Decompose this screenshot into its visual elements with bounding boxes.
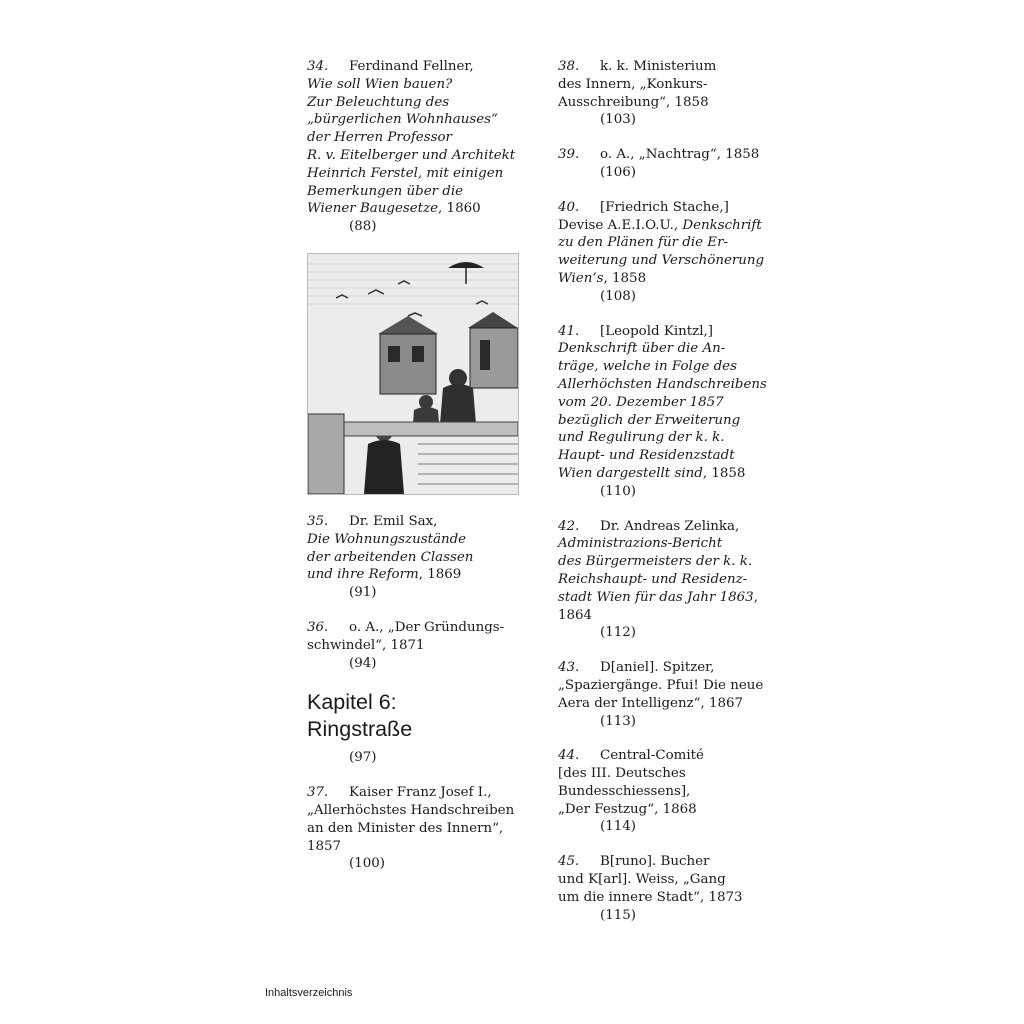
toc-entry-34 bbox=[307, 58, 557, 236]
chapter-heading bbox=[307, 689, 557, 743]
entry-text: und K[arl]. Weiss, „Gang bbox=[558, 872, 726, 888]
entry-title-line: Zur Beleuchtung des bbox=[307, 94, 450, 110]
entry-text: „Allerhöchstes Handschreiben bbox=[307, 802, 515, 818]
engraving-illustration bbox=[307, 253, 519, 495]
entry-page-number: (94) bbox=[349, 655, 377, 671]
entry-title-line: und Regulirung der k. k. bbox=[558, 430, 725, 446]
entry-title-line: Denkschrift bbox=[682, 217, 762, 233]
entry-text: k. k. Ministerium bbox=[600, 59, 717, 74]
entry-number: 43. bbox=[558, 660, 580, 676]
entry-page-number: (88) bbox=[349, 219, 377, 235]
entry-title-line: Allerhöchsten Handschreibens bbox=[558, 376, 767, 392]
entry-title-line: und ihre Reform bbox=[307, 567, 419, 583]
entry-title-line: Wie soll Wien bauen? bbox=[307, 76, 453, 92]
entry-author: [Leopold Kintzl,] bbox=[600, 323, 713, 339]
entry-text: um die innere Stadt“, 1873 bbox=[558, 889, 743, 905]
entry-title-line: des Bürgermeisters der k. k. bbox=[558, 554, 753, 570]
entry-title-line: vom 20. Dezember 1857 bbox=[558, 394, 724, 410]
toc-entry-36 bbox=[307, 619, 557, 672]
entry-title-line: Haupt- und Residenzstadt bbox=[558, 448, 735, 464]
chapter-page-number: (97) bbox=[349, 750, 377, 766]
entry-number: 42. bbox=[558, 518, 580, 534]
page-footer: Inhaltsverzeichnis bbox=[265, 987, 353, 999]
entry-author: Ferdinand Fellner, bbox=[349, 59, 474, 74]
entry-page-number: (115) bbox=[600, 907, 637, 923]
toc-entry-35 bbox=[307, 513, 557, 602]
entry-title-line: zu den Plänen für die Er- bbox=[558, 235, 728, 251]
toc-entry-38 bbox=[558, 58, 808, 129]
toc-entry-45 bbox=[558, 853, 808, 924]
entry-title-line: der arbeitenden Classen bbox=[307, 549, 474, 565]
toc-entry-39 bbox=[558, 146, 808, 182]
entry-title-line: der Herren Professor bbox=[307, 130, 452, 146]
entry-number: 40. bbox=[558, 199, 580, 215]
entry-year: , 1858 bbox=[702, 465, 746, 481]
entry-title-line: Wien dargestellt sind bbox=[558, 465, 703, 481]
entry-title-line: „bürgerlichen Wohnhauses“ bbox=[307, 112, 498, 128]
entry-text: des Innern, „Konkurs- bbox=[558, 76, 708, 92]
entry-year: , 1860 bbox=[438, 201, 481, 217]
entry-text: an den Minister des Innern“, bbox=[307, 820, 504, 836]
entry-page-number: (91) bbox=[349, 585, 377, 601]
entry-number: 37. bbox=[307, 785, 329, 801]
entry-year: , 1858 bbox=[603, 270, 647, 286]
entry-author: [Friedrich Stache,] bbox=[600, 199, 729, 215]
entry-page-number: (113) bbox=[600, 713, 637, 729]
toc-entry-41 bbox=[558, 323, 808, 501]
entry-text: Bundesschiessens], bbox=[558, 783, 691, 799]
toc-entry-42 bbox=[558, 518, 808, 643]
entry-number: 44. bbox=[558, 748, 580, 764]
entry-text: Aera der Intelligenz“, 1867 bbox=[558, 695, 744, 711]
entry-number: 36. bbox=[307, 619, 329, 635]
entry-author: D[aniel]. Spitzer, bbox=[600, 660, 715, 676]
entry-title-line: bezüglich der Erweiterung bbox=[558, 412, 741, 428]
entry-author: Dr. Andreas Zelinka, bbox=[600, 518, 740, 534]
toc-entry-37 bbox=[307, 784, 557, 873]
chapter-heading-line: Ringstraße bbox=[307, 717, 413, 742]
entry-text: „Spaziergänge. Pfui! Die neue bbox=[558, 677, 764, 693]
entry-page-number: (110) bbox=[600, 483, 637, 499]
entry-title-line: Heinrich Ferstel, mit einigen bbox=[307, 165, 504, 181]
entry-number: 35. bbox=[307, 513, 329, 529]
entry-title-line: Reichshaupt- und Residenz- bbox=[558, 571, 748, 587]
entry-page-number: (114) bbox=[600, 819, 637, 835]
entry-title-line: stadt Wien für das Jahr 1863 bbox=[558, 589, 754, 605]
entry-page-number: (106) bbox=[600, 164, 637, 180]
entry-text: o. A., „Nachtrag“, 1858 bbox=[600, 147, 760, 163]
entry-page-number: (108) bbox=[600, 288, 637, 304]
entry-title-line: Wiener Baugesetze bbox=[307, 201, 439, 217]
entry-author: Central-Comité bbox=[600, 748, 704, 764]
toc-entry-43 bbox=[558, 659, 808, 730]
entry-year: 1864 bbox=[558, 607, 593, 623]
entry-year: , 1869 bbox=[418, 567, 462, 583]
toc-left-column bbox=[307, 58, 557, 890]
entry-title-line: Administrazions-Bericht bbox=[558, 536, 723, 552]
chapter-heading-line: Kapitel 6: bbox=[307, 690, 397, 715]
entry-title-line: träge, welche in Folge des bbox=[558, 359, 737, 375]
entry-title-line: Denkschrift über die An- bbox=[558, 341, 726, 357]
entry-number: 39. bbox=[558, 147, 580, 163]
entry-title-line: weiterung und Verschönerung bbox=[558, 253, 765, 269]
entry-text: o. A., „Der Gründungs- bbox=[349, 619, 505, 635]
entry-text: 1857 bbox=[307, 838, 342, 854]
toc-entry-44 bbox=[558, 747, 808, 836]
entry-number: 41. bbox=[558, 323, 580, 339]
toc-entry-40 bbox=[558, 199, 808, 306]
entry-author: B[runo]. Bucher bbox=[600, 854, 710, 870]
entry-title-line: Die Wohnungszustände bbox=[307, 531, 467, 547]
entry-author: Dr. Emil Sax, bbox=[349, 513, 438, 529]
entry-page-number: (100) bbox=[349, 856, 386, 872]
entry-title-line: Wien’s bbox=[558, 270, 604, 286]
entry-text: „Der Festzug“, 1868 bbox=[558, 801, 697, 817]
entry-number: 34. bbox=[307, 59, 329, 74]
toc-right-column bbox=[558, 58, 808, 941]
entry-title-line: R. v. Eitelberger und Architekt bbox=[307, 147, 516, 163]
entry-text: Devise A.E.I.O.U., bbox=[558, 217, 683, 233]
entry-text: Ausschreibung“, 1858 bbox=[558, 94, 709, 110]
entry-text: [des III. Deutsches bbox=[558, 766, 686, 782]
engraving-illustration-drawing bbox=[308, 254, 518, 494]
entry-text: Kaiser Franz Josef I., bbox=[349, 785, 492, 801]
entry-page-number: (103) bbox=[600, 112, 637, 128]
entry-year: , bbox=[753, 589, 758, 605]
entry-number: 45. bbox=[558, 854, 580, 870]
entry-title-line: Bemerkungen über die bbox=[307, 183, 464, 199]
entry-page-number: (112) bbox=[600, 625, 637, 641]
entry-number: 38. bbox=[558, 59, 580, 74]
entry-text: schwindel“, 1871 bbox=[307, 637, 425, 653]
